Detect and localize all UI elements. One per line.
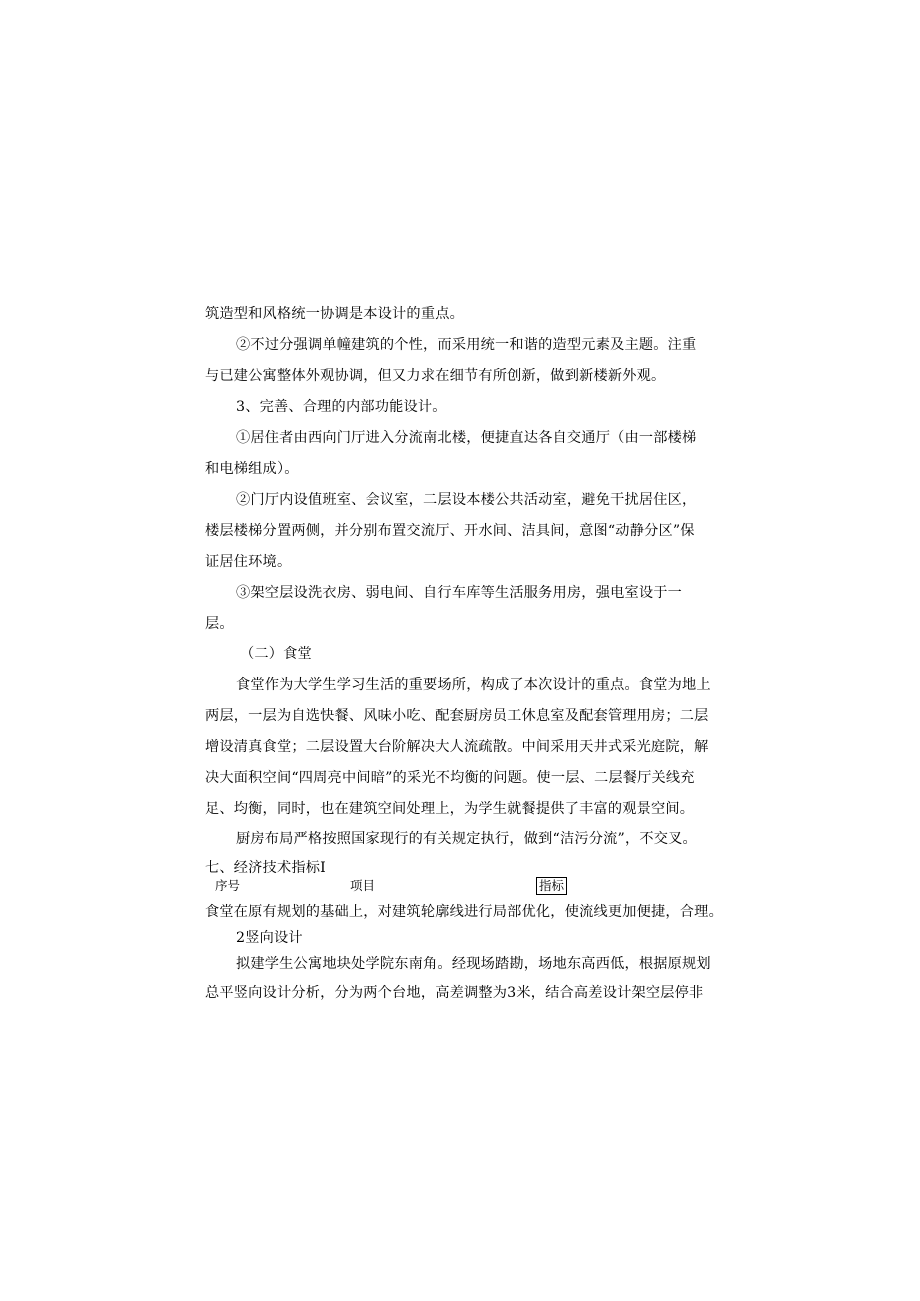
text-line: 食堂作为大学生学习生活的重要场所，构成了本次设计的重点。食堂为地上 [236,677,711,693]
text-line: 与已建公寓整体外观协调，但又力求在细节有所创新，做到新楼新外观。 [205,368,666,384]
text-line: 拟建学生公寓地块处学院东南角。经现场踏勘，场地东高西低，根据原规划 [236,956,711,972]
text-line: ②不过分强调单幢建筑的个性，而采用统一和谐的造型元素及主题。注重 [236,337,697,353]
text-line: ②门厅内设值班室、会议室，二层设本楼公共活动室，避免干扰居住区， [236,492,697,508]
text-line: 决大面积空间“四周亮中间暗”的采光不均衡的问题。使一层、二层餐厅关线充 [205,770,695,786]
text-line: 筑造型和风格统一协调是本设计的重点。 [205,306,464,322]
table-header-indicator: 指标 [536,877,567,895]
section-heading: 七、经济技术指标I [205,860,326,876]
section-heading: 2竖向设计 [236,930,303,946]
text-line: 食堂在原有规划的基础上，对建筑轮廓线进行局部优化，使流线更加便捷，合理。 [205,904,723,920]
text-line: 总平竖向设计分析，分为两个台地，高差调整为3米，结合高差设计架空层停非 [205,985,704,1001]
section-heading: （二）食堂 [240,646,312,662]
text-line: 证居住环境。 [205,554,292,570]
text-line: 厨房布局严格按照国家现行的有关规定执行，做到“洁污分流”，不交叉。 [236,831,697,847]
text-line: 增设清真食堂；二层设置大台阶解决大人流疏散。中间采用天井式采光庭院，解 [205,739,709,755]
text-line: 和电梯组成）。 [205,461,299,477]
table-header-serial: 序号 [215,878,241,893]
text-line: ③架空层设洗衣房、弱电间、自行车库等生活服务用房，强电室设于一 [236,585,683,601]
text-line: 足、均衡，同时，也在建筑空间处理上，为学生就餐提供了丰富的观景空间。 [205,801,695,817]
text-line: 楼层楼梯分置两侧，并分别布置交流厅、开水间、洁具间，意图“动静分区”保 [205,523,695,539]
text-line: ①居住者由西向门厅进入分流南北楼，便捷直达各自交通厅（由一部楼梯 [236,430,697,446]
table-header-item: 项目 [350,878,376,893]
text-line: 3、完善、合理的内部功能设计。 [236,399,447,415]
text-line: 两层，一层为自选快餐、风味小吃、配套厨房员工休息室及配套管理用房；二层 [205,708,709,724]
text-line: 层。 [205,616,234,632]
